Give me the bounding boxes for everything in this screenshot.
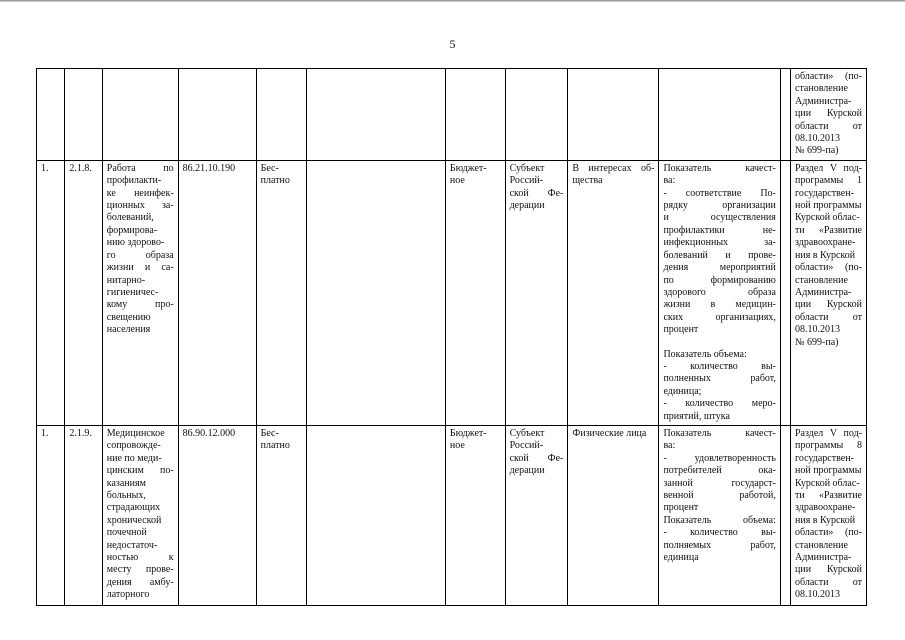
text-line: области от [795,311,862,323]
text-line: свещению [106,311,151,323]
text-line: болеваний, [106,212,154,224]
text-line: профилакти- [106,175,162,187]
cell-legal-basis [791,160,867,425]
text-line: Администра- [795,552,852,564]
text-line: жизни и са- [106,262,174,274]
cell-consumers [568,69,659,161]
cell-narrow [780,160,790,425]
text-line: Курской облас- [795,477,860,489]
text-line: страдающих [106,502,161,514]
text-line: Раздел V под- [795,162,862,174]
text-line: Субъект [509,427,545,439]
cell-number: 1. [37,160,65,425]
cell-okved: 86.90.12.000 [178,425,256,605]
text-line: области от [795,120,862,132]
text-line: - количество вы- [663,527,776,539]
text-line: программы 1 [795,175,862,187]
text-line: 08.10.2013 [795,589,840,601]
cell-budget [445,69,505,161]
text-line: ции Курской [795,108,862,120]
text-line: цинским по- [106,465,174,477]
text-line: становление [795,83,848,95]
text-line: В интересах об- [572,162,655,174]
cell-number [37,69,65,161]
text-line: Бюджет- [449,162,487,174]
text-line: щества [572,175,603,187]
text-line: области» (по- [795,71,862,82]
cell-legal-basis [791,425,867,605]
text-line: формирова- [106,224,158,236]
text-line: Показатель качест- [663,427,776,439]
text-line: становление [795,539,848,551]
text-line: здравоохране- [795,502,856,514]
text-line: Бес- [260,162,279,174]
cell-narrow [780,425,790,605]
table-row [37,425,867,605]
cell-budget [445,160,505,425]
text-line: венной работой, [663,490,776,501]
text-line: - количество меро- [663,398,776,410]
text-line: рядку организации [663,200,776,212]
text-line: латорного [106,589,150,601]
text-line: - соответствие По- [663,187,776,199]
cell-empty [307,425,446,605]
table-row [37,69,867,161]
text-line: ке неинфек- [106,187,174,199]
text-line: Бес- [260,427,279,439]
text-line: ное [449,440,465,452]
cell-number: 1. [37,425,65,605]
cell-indicators [659,160,780,425]
text-line: ния в Курской [795,514,856,526]
text-line: казаниям [106,477,146,489]
text-line: Показатель объема: [663,514,776,526]
text-line: Работа по [106,162,174,174]
text-line: единица; [663,385,702,397]
text-line: становление [795,274,848,286]
text-line: Показатель объема: [663,348,747,360]
cell-code [65,69,102,161]
cell-consumers [568,425,659,605]
text-line: области» (по- [795,527,862,539]
cell-empty [307,160,446,425]
text-line: процент [663,502,699,514]
cell-consumers [568,160,659,425]
text-line: ное [449,175,465,187]
text-line: платно [260,440,290,452]
text-line: области от [795,576,862,588]
text-line: 08.10.2013 [795,133,840,145]
cell-level [505,69,568,161]
cell-level [505,160,568,425]
text-line: ти «Развитие [795,490,862,501]
text-line: процент [663,324,699,336]
services-table [36,68,867,606]
text-line: Администра- [795,95,852,107]
text-line: единица [663,552,699,564]
table-row [37,160,867,425]
cell-code: 2.1.9. [65,425,102,605]
cell-okved [178,69,256,161]
cell-narrow [780,69,790,161]
text-line: Субъект [509,162,545,174]
text-line: государствен- [795,452,854,464]
text-line: ние по меди- [106,452,162,464]
text-line: - количество вы- [663,360,776,372]
text-line: болеваний и прове- [663,249,776,261]
text-line: ностью к [106,552,174,564]
text-line: дения мероприятий [663,262,776,274]
text-line: приятий, штука [663,410,730,422]
text-line: ской Фе- [509,452,564,464]
cell-budget [445,425,505,605]
text-line: нитарно- [106,274,146,286]
text-line: сопровожде- [106,440,161,452]
text-line: платно [260,175,290,187]
cell-legal-basis [791,69,867,161]
cell-payment [256,69,307,161]
text-line: № 699-па) [795,336,839,348]
text-line: ской Фе- [509,187,564,199]
text-line: хронической [106,514,162,526]
text-line: и осуществления [663,212,776,224]
cell-indicators [659,69,780,161]
cell-okved: 86.21.10.190 [178,160,256,425]
cell-work-name [102,69,178,161]
text-line: Россий- [509,175,544,187]
text-line: области» (по- [795,262,862,274]
cell-payment [256,160,307,425]
text-line [663,337,775,349]
cell-level [505,425,568,605]
text-line: 08.10.2013 [795,324,840,336]
text-line: больных, [106,490,146,501]
text-line: дения амбу- [106,576,174,588]
text-line: по формированию [663,274,776,286]
text-line: дерации [509,465,545,477]
cell-payment [256,425,307,605]
text-line: го образа [106,249,174,261]
text-line: ции Курской [795,564,862,576]
text-line: здорового образа [663,286,776,298]
text-line: полненных работ, [663,373,776,385]
cell-indicators [659,425,780,605]
text-line: ти «Развитие [795,224,862,236]
text-line: здравоохране- [795,237,856,249]
text-line: Бюджет- [449,427,487,439]
text-line: - удовлетворенность [663,452,776,464]
text-line: № 699-па) [795,145,839,157]
cell-work-name [102,160,178,425]
text-line: недостаточ- [106,539,158,551]
text-line: Россий- [509,440,544,452]
text-line: программы 8 [795,440,862,452]
text-line: гигиеничес- [106,286,159,298]
text-line: ских организациях, [663,311,776,323]
cell-code: 2.1.8. [65,160,102,425]
text-line: месту прове- [106,564,174,576]
text-line: ционных за- [106,200,174,212]
text-line: полняемых работ, [663,539,776,551]
text-line: Администра- [795,286,852,298]
text-line: Курской облас- [795,212,860,224]
text-line: ной программы [795,200,862,212]
text-line: Медицинское [106,427,165,439]
text-line: дерации [509,200,545,212]
text-line: государствен- [795,187,854,199]
text-line: занной государст- [663,477,776,489]
cell-empty [307,69,446,161]
text-line: профилактики не- [663,224,776,236]
text-line: почечной [106,527,147,539]
text-line: кому про- [106,299,174,311]
text-line: ния в Курской [795,249,856,261]
text-line: ва: [663,440,676,452]
text-line: нию здорово- [106,237,165,249]
text-line: потребителей ока- [663,465,776,477]
text-line: ции Курской [795,299,862,311]
text-line: Показатель качест- [663,162,776,174]
text-line: инфекционных за- [663,237,776,249]
text-line: Раздел V под- [795,427,862,439]
text-line: Физические лица [572,427,647,439]
text-line: жизни в медицин- [663,299,776,311]
cell-work-name [102,425,178,605]
scan-edge [0,0,905,2]
text-line: населения [106,324,151,336]
page-number: 5 [449,37,456,51]
text-line: ной программы [795,465,862,477]
text-line: ва: [663,175,676,187]
